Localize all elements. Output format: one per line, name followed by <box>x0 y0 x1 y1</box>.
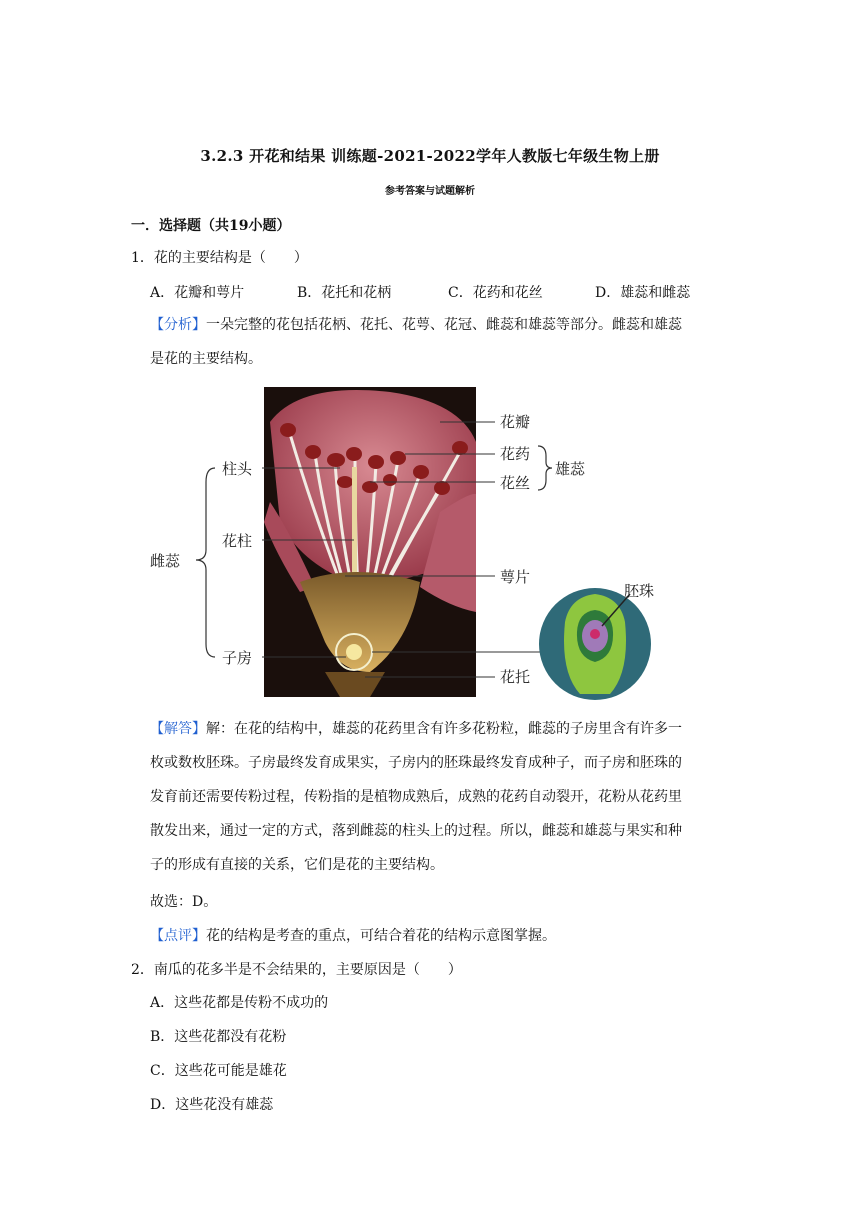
analysis-line-1: 一朵完整的花包括花柄、花托、花萼、花冠、雌蕊和雄蕊等部分。雌蕊和雄蕊 <box>206 317 682 333</box>
label-receptacle: 花托 <box>500 668 531 686</box>
question-2-stem: 2．南瓜的花多半是不会结果的，主要原因是（ ） <box>131 962 462 978</box>
label-petal: 花瓣 <box>500 413 531 431</box>
comment-text: 花的结构是考查的重点，可结合着花的结构示意图掌握。 <box>206 928 556 944</box>
question-1-option-d: D．雄蕊和雌蕊 <box>595 285 691 301</box>
label-filament: 花丝 <box>500 474 531 492</box>
section-title: 一．选择题（共19小题） <box>131 218 291 234</box>
answer-paragraph <box>150 712 740 882</box>
label-ovary: 子房 <box>222 649 253 667</box>
label-style: 花柱 <box>222 532 253 550</box>
answer-line-1: 解：在花的结构中，雄蕊的花药里含有许多花粉粒，雌蕊的子房里含有许多一 <box>206 721 682 737</box>
question-2-option-c: C．这些花可能是雄花 <box>150 1063 287 1079</box>
flower-structure-diagram <box>140 382 680 702</box>
label-sepal: 萼片 <box>500 568 531 586</box>
answer-line-2: 枚或数枚胚珠。子房最终发育成果实，子房内的胚珠最终发育成种子，而子房和胚珠的 <box>150 755 682 771</box>
analysis-tag: 【分析】 <box>150 317 206 333</box>
comment-tag: 【点评】 <box>150 928 206 944</box>
choice-line: 故选：D。 <box>150 894 218 910</box>
analysis-line-2: 是花的主要结构。 <box>150 351 262 367</box>
question-1-option-b: B．花托和花柄 <box>297 285 392 301</box>
answer-tag: 【解答】 <box>150 721 206 737</box>
label-pistil: 雌蕊 <box>150 552 181 570</box>
analysis-paragraph <box>150 308 740 376</box>
label-anther: 花药 <box>500 445 531 463</box>
label-stigma: 柱头 <box>222 460 253 478</box>
page-subtitle: 参考答案与试题解析 <box>385 186 475 197</box>
question-2-option-d: D．这些花没有雄蕊 <box>150 1097 274 1113</box>
answer-line-3: 发育前还需要传粉过程，传粉指的是植物成熟后，成熟的花药自动裂开，花粉从花药里 <box>150 789 682 805</box>
question-2-option-b: B．这些花都没有花粉 <box>150 1029 287 1045</box>
question-1-stem: 1．花的主要结构是（ ） <box>131 250 308 266</box>
label-stamen: 雄蕊 <box>555 460 586 478</box>
answer-line-4: 散发出来，通过一定的方式，落到雌蕊的柱头上的过程。所以，雌蕊和雄蕊与果实和种 <box>150 823 682 839</box>
comment-line <box>150 925 556 945</box>
label-ovule: 胚珠 <box>624 582 655 600</box>
question-2-option-a: A．这些花都是传粉不成功的 <box>150 995 329 1011</box>
question-1-option-a: A．花瓣和萼片 <box>150 285 245 301</box>
question-1-option-c: C．花药和花丝 <box>448 285 543 301</box>
answer-line-5: 子的形成有直接的关系，它们是花的主要结构。 <box>150 857 444 873</box>
page-title: 3.2.3 开花和结果 训练题-2021-2022学年人教版七年级生物上册 <box>200 147 660 165</box>
